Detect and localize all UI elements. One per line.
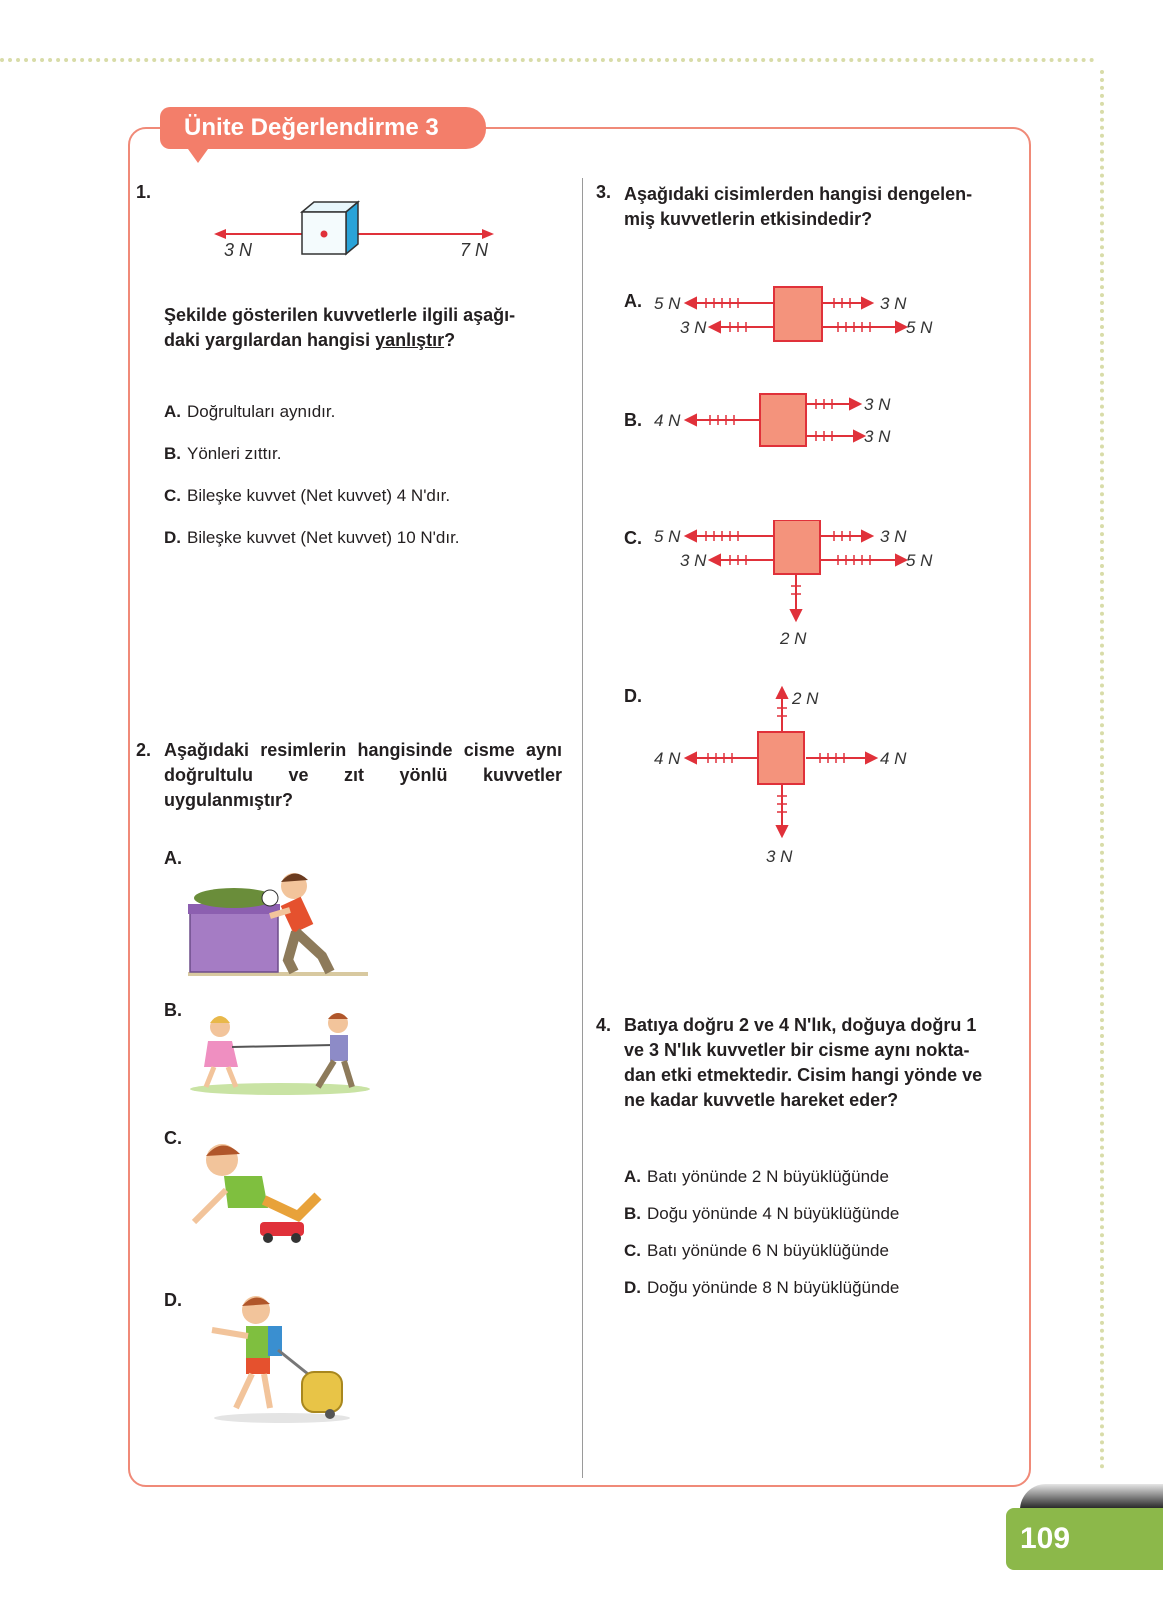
q3c-label-bl: 3 N [680, 551, 707, 570]
q1-text-part: daki yargılardan hangisi [164, 330, 376, 350]
q3-option-c-letter[interactable]: C. [624, 528, 642, 548]
q3-option-a-letter[interactable]: A. [624, 291, 642, 311]
q1-question-line1: Şekilde gösterilen kuvvetlerle ilgili aşağı- [164, 305, 516, 325]
q1-force-left-label: 3 N [224, 240, 253, 260]
q4-option-c-text: Batı yönünde 6 N büyüklüğünde [647, 1241, 889, 1260]
q4-option-c-letter: C. [624, 1241, 641, 1260]
q2-option-c-letter[interactable]: C. [164, 1128, 182, 1148]
q1-option-d[interactable] [164, 528, 460, 548]
dotted-border-right [1100, 70, 1104, 1470]
q4-number: 4. [596, 1015, 612, 1035]
q1-question-mark: ? [444, 330, 456, 350]
q1-question [164, 303, 564, 353]
q3-option-d-letter[interactable]: D. [624, 686, 642, 706]
q3d-label-up: 2 N [792, 689, 819, 708]
q3-option-b-diagram[interactable] [650, 388, 910, 458]
q1-option-a[interactable] [164, 402, 335, 422]
q1-option-d-letter: D. [164, 528, 181, 547]
column-divider [582, 178, 583, 1478]
q3b-label-br: 3 N [864, 427, 891, 446]
q1-question-line2 [164, 328, 564, 353]
q3a-label-tr: 3 N [880, 294, 907, 313]
q1-option-c-text: Bileşke kuvvet (Net kuvvet) 4 N'dır. [187, 486, 451, 505]
q4-option-c[interactable] [624, 1241, 889, 1261]
q3a-label-tl: 5 N [654, 294, 681, 313]
dotted-border-top [0, 58, 1095, 62]
q2-number: 2. [136, 740, 152, 760]
q1-option-c[interactable] [164, 486, 450, 506]
q4-option-a-letter: A. [624, 1167, 641, 1186]
q3c-label-down: 2 N [780, 629, 807, 648]
q1-option-b[interactable] [164, 444, 281, 464]
q3-option-d-diagram[interactable] [650, 684, 910, 870]
q3-question-line2: miş kuvvetlerin etkisindedir? [624, 209, 873, 229]
q2-option-d-letter[interactable]: D. [164, 1290, 182, 1310]
q3-option-b-letter[interactable]: B. [624, 410, 642, 430]
q4-option-a[interactable] [624, 1167, 889, 1187]
q3a-label-br: 5 N [906, 318, 933, 337]
q3d-label-l: 4 N [654, 749, 681, 768]
q2-option-a-picture[interactable] [184, 860, 374, 980]
q3-option-a-diagram[interactable] [650, 285, 940, 355]
q4-option-a-text: Batı yönünde 2 N büyüklüğünde [647, 1167, 889, 1186]
q4-option-d[interactable] [624, 1278, 899, 1298]
q3d-label-r: 4 N [880, 749, 907, 768]
q3b-label-tr: 3 N [864, 395, 891, 414]
q2-option-b-picture[interactable] [188, 1005, 374, 1097]
q1-force-diagram [210, 198, 500, 270]
q3-number: 3. [596, 182, 612, 202]
q1-number: 1. [136, 182, 152, 202]
q1-option-b-text: Yönleri zıttır. [187, 444, 282, 463]
q3c-label-tr: 3 N [880, 527, 907, 546]
q1-force-right-label: 7 N [460, 240, 489, 260]
q3-option-c-diagram[interactable] [650, 520, 940, 650]
q1-option-a-letter: A. [164, 402, 181, 421]
q4-question-line2: ve 3 N'lık kuvvetler bir cisme aynı nokta- [624, 1040, 970, 1060]
q4-option-d-text: Doğu yönünde 8 N büyüklüğünde [647, 1278, 900, 1297]
page-tab-shadow [1020, 1484, 1163, 1510]
q2-question: Aşağıdaki resimlerin hangisinde cisme aynı doğrultulu ve zıt yönlü kuvvetler uygulanmıştır? [164, 740, 562, 810]
q3-question [624, 182, 1022, 232]
q4-question-line3: dan etki etmektedir. Cisim hangi yönde ve [624, 1065, 983, 1085]
q3b-label-l: 4 N [654, 411, 681, 430]
q3-question-line1: Aşağıdaki cisimlerden hangisi dengelen- [624, 184, 973, 204]
q1-option-c-letter: C. [164, 486, 181, 505]
q4-option-b[interactable] [624, 1204, 899, 1224]
q4-option-b-text: Doğu yönünde 4 N büyüklüğünde [647, 1204, 900, 1223]
q1-option-b-letter: B. [164, 444, 181, 463]
q2-option-a-letter[interactable]: A. [164, 848, 182, 868]
q2-option-b-letter[interactable]: B. [164, 1000, 182, 1020]
q1-option-a-text: Doğrultuları aynıdır. [187, 402, 336, 421]
unit-title: Ünite Değerlendirme 3 [160, 107, 486, 149]
q3a-label-bl: 3 N [680, 318, 707, 337]
q1-underlined-word: yanlıştır [375, 330, 445, 350]
page-number: 109 [1006, 1508, 1163, 1570]
q3c-label-tl: 5 N [654, 527, 681, 546]
q3c-label-br: 5 N [906, 551, 933, 570]
q1-option-d-text: Bileşke kuvvet (Net kuvvet) 10 N'dır. [187, 528, 460, 547]
q4-option-d-letter: D. [624, 1278, 641, 1297]
q3d-label-down: 3 N [766, 847, 793, 866]
q4-question-line4: ne kadar kuvvetle hareket eder? [624, 1090, 899, 1110]
q4-question [624, 1013, 1024, 1113]
q4-question-line1: Batıya doğru 2 ve 4 N'lık, doğuya doğru 1 [624, 1015, 977, 1035]
q2-option-d-picture[interactable] [208, 1290, 358, 1426]
q2-option-c-picture[interactable] [188, 1136, 338, 1246]
q4-option-b-letter: B. [624, 1204, 641, 1223]
